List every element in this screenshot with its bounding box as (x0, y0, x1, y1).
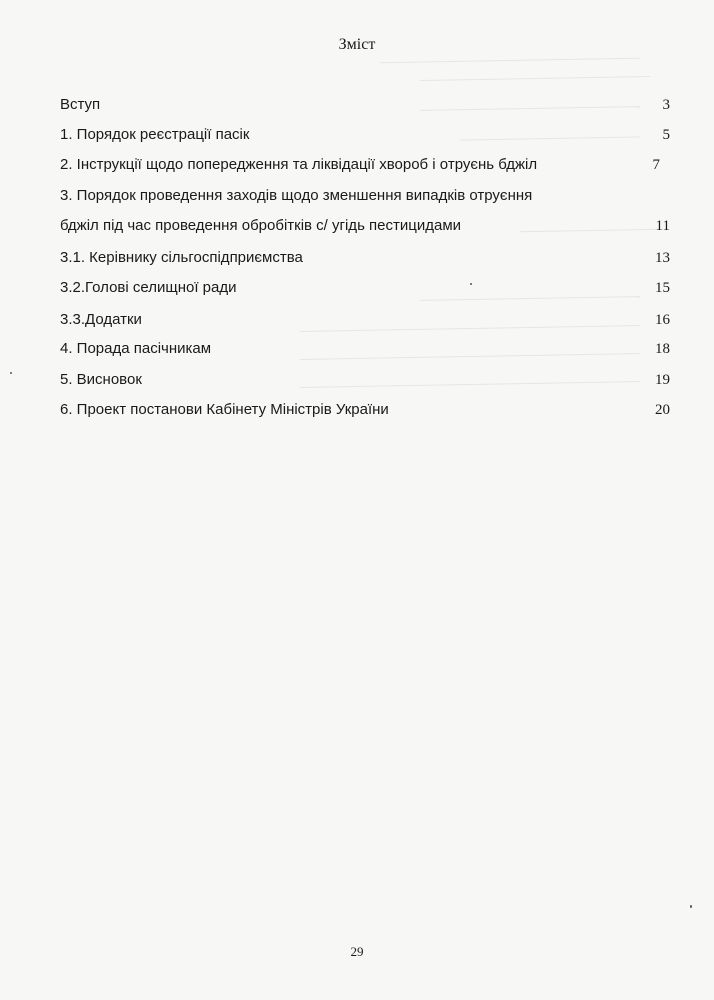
toc-entry-page: 19 (655, 372, 670, 388)
bleed-through-line (380, 58, 640, 65)
toc-entry-text: 3. Порядок проведення заходів щодо зменшення випадків отруєння (60, 187, 533, 204)
toc-entry-text: 3.1. Керівнику сільгоспідприємства (60, 249, 303, 266)
toc-entry-text: Вступ (60, 96, 101, 113)
scan-speck (690, 905, 692, 908)
toc-entry-page: 11 (655, 218, 670, 234)
toc-entry-text: 5. Висновок (60, 371, 142, 388)
bleed-through-line (420, 76, 650, 82)
toc-entry (60, 155, 670, 175)
scan-speck (10, 372, 12, 374)
toc-entry (60, 400, 670, 420)
toc-entry-page: 20 (655, 402, 670, 418)
toc-entry-text: 6. Проект постанови Кабінету Міністрів України (60, 401, 389, 418)
toc-entry (60, 125, 670, 145)
toc-entry (60, 95, 670, 115)
toc-entry (60, 248, 670, 268)
toc-entry-page: 15 (655, 280, 670, 296)
toc-entry (60, 310, 670, 330)
toc-entry-text: бджіл під час проведення обробітків с/ угідь пестицидами (60, 217, 462, 234)
toc-entry (60, 339, 670, 359)
toc-entry-text: 3.3.Додатки (60, 311, 142, 328)
toc-entry-page: 5 (662, 127, 670, 143)
toc-entry-page: 18 (655, 341, 670, 357)
toc-entry (60, 278, 670, 298)
page-title: Зміст (338, 36, 376, 53)
page-number: 29 (350, 944, 364, 959)
toc-entry-page: 13 (655, 250, 670, 266)
toc-entry-text: 1. Порядок реєстрації пасік (60, 126, 250, 143)
toc-entry-page: 7 (652, 157, 660, 173)
scan-speck (470, 283, 472, 285)
toc-entry (60, 216, 670, 236)
toc-entry-text: 4. Порада пасічникам (60, 340, 212, 357)
toc-entry-text: 2. Інструкції щодо попередження та ліквідації хвороб і отруєнь бджіл (60, 156, 538, 173)
toc-entry-text: 3.2.Голові селищної ради (60, 279, 237, 296)
toc-entry-page: 16 (655, 312, 670, 328)
toc-entry-page: 3 (662, 97, 670, 113)
toc-entry (60, 186, 590, 206)
toc-entry (60, 370, 670, 390)
